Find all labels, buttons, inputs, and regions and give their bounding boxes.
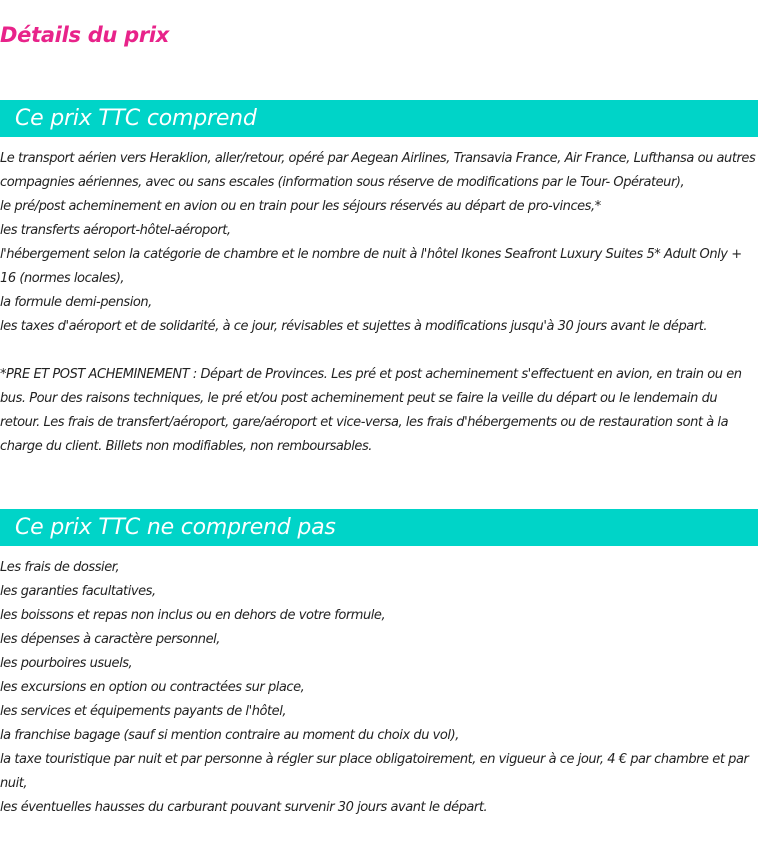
- excluded-item: la taxe touristique par nuit et par personne à régler sur place obligatoirement, en vigueur à ce jour, 4 € par chambre et par nuit,: [0, 752, 749, 791]
- excluded-item: les services et équipements payants de l'hôtel,: [0, 704, 287, 719]
- excluded-section-banner: [0, 509, 758, 546]
- excluded-item: les pourboires usuels,: [0, 656, 133, 671]
- pre-post-transport-note: *PRE ET POST ACHEMINEMENT : Départ de Provinces. Les pré et post acheminement s'effectuent en avion, en train ou en bus. Pour des raisons techniques, le pré et/ou post acheminement peut se faire la veille du départ ou le lendemain du retour. Les frais de transfert/aéroport, gare/aéroport et vice-versa, les frais d'hébergements ou de restauration sont à la charge du client. Billets non modifiables, non remboursables.: [0, 367, 742, 454]
- included-item: les taxes d'aéroport et de solidarité, à ce jour, révisables et sujettes à modifications jusqu'à 30 jours avant le départ.: [0, 319, 708, 334]
- excluded-item: les excursions en option ou contractées sur place,: [0, 680, 305, 695]
- included-section-banner: [0, 100, 758, 137]
- included-list: [0, 147, 758, 459]
- excluded-item: les boissons et repas non inclus ou en dehors de votre formule,: [0, 608, 386, 623]
- excluded-item: les éventuelles hausses du carburant pouvant survenir 30 jours avant le départ.: [0, 800, 488, 815]
- excluded-item: les dépenses à caractère personnel,: [0, 632, 220, 647]
- included-item: Le transport aérien vers Heraklion, aller/retour, opéré par Aegean Airlines, Transavia France, Air France, Lufthansa ou autres compagnies aériennes, avec ou sans escales (information sous réserve de modifications par le Tour- Opérateur),: [0, 151, 756, 190]
- excluded-section-heading: Ce prix TTC ne comprend pas: [15, 515, 336, 540]
- paragraph-spacer: [0, 339, 758, 363]
- excluded-list: [0, 556, 758, 820]
- excluded-item: les garanties facultatives,: [0, 584, 156, 599]
- page-title: Détails du prix: [0, 23, 170, 47]
- included-item: la formule demi-pension,: [0, 295, 152, 310]
- included-item: le pré/post acheminement en avion ou en train pour les séjours réservés au départ de pro-vinces,*: [0, 199, 601, 214]
- included-section-heading: Ce prix TTC comprend: [15, 106, 257, 131]
- included-item: les transferts aéroport-hôtel-aéroport,: [0, 223, 231, 238]
- included-item: l'hébergement selon la catégorie de chambre et le nombre de nuit à l'hôtel Ikones Seafront Luxury Suites 5* Adult Only + 16 (normes locales),: [0, 247, 742, 286]
- excluded-item: la franchise bagage (sauf si mention contraire au moment du choix du vol),: [0, 728, 459, 743]
- excluded-item: Les frais de dossier,: [0, 560, 120, 575]
